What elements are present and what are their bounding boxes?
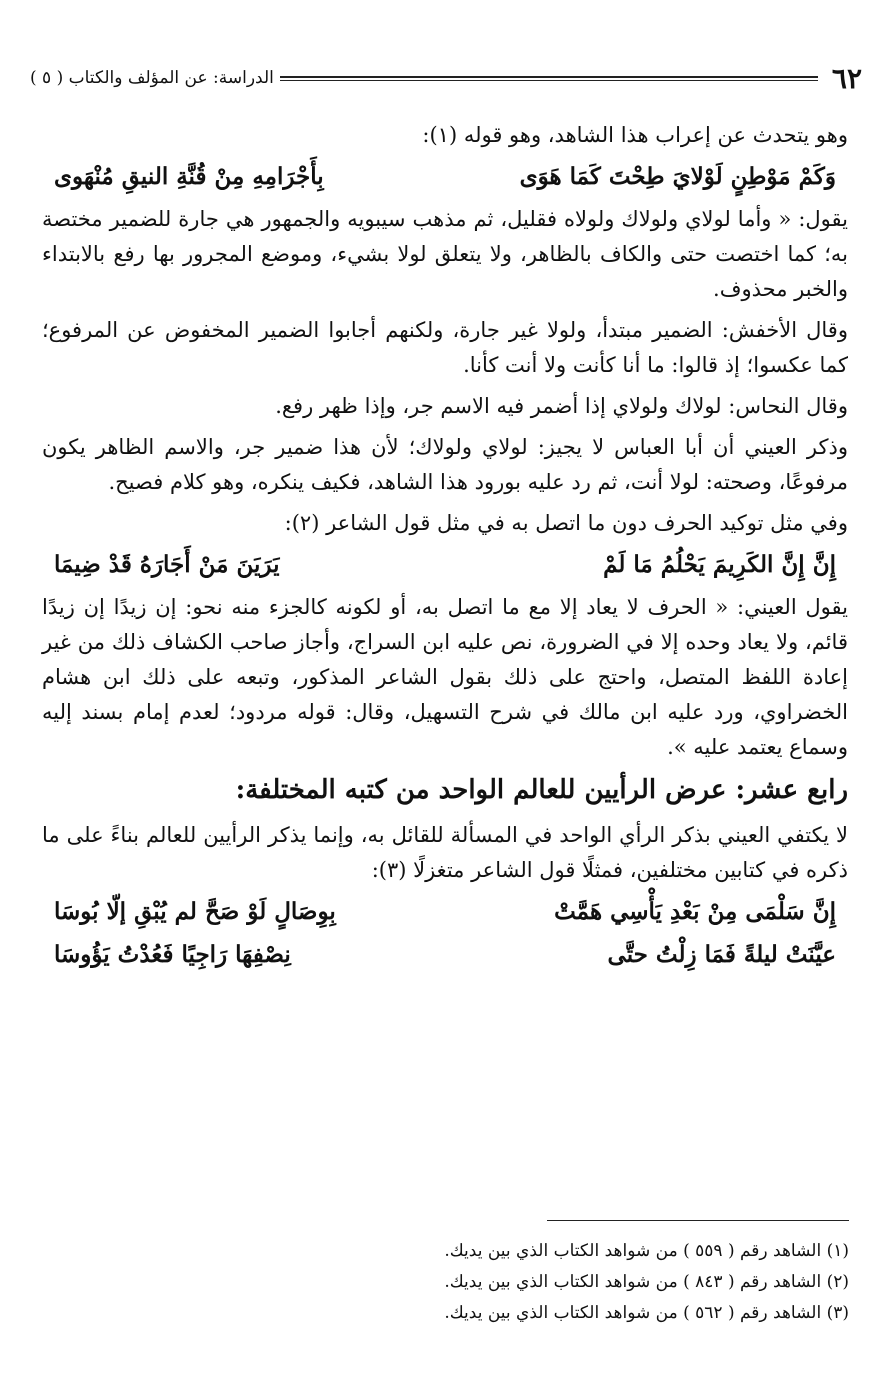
verse-line [42,937,848,972]
section-heading: رابع عشر: عرض الرأيين للعالم الواحد من كتبه المختلفة: [235,775,848,805]
verse-hemistich-right: إِنَّ سَلْمَى مِنْ بَعْدِ يَأْسِي هَمَّتْ [554,898,836,925]
header-rule [280,76,818,81]
verse-hemistich-right: وَكَمْ مَوْطِنٍ لَوْلايَ طِحْتَ كَمَا هَوَى [519,163,836,190]
paragraph: وقال النحاس: لولاك ولولاي إذا أضمر فيه الاسم جر، وإذا ظهر رفع. [275,394,848,418]
verse-hemistich-left: بِوِصَالٍ لَوْ صَحَّ لم يُبْقِ إلّا بُوسَا [54,898,336,925]
running-title: الدراسة: عن المؤلف والكتاب ( ٥ ) [30,68,274,88]
paragraph: وفي مثل توكيد الحرف دون ما اتصل به في مثل قول الشاعر (٢): [284,511,848,535]
paragraph: وهو يتحدث عن إعراب هذا الشاهد، وهو قوله (١): [422,123,848,147]
footnote: (١) الشاهد رقم ( ٥٥٩ ) من شواهد الكتاب الذي بين يديك. [444,1241,849,1261]
page-number: ٦٢ [831,61,862,95]
paragraph: لا يكتفي العيني بذكر الرأي الواحد في المسألة للقائل به، وإنما يذكر الرأيين للعالم بناءً على ما ذكره في كتابين مختلفين، فمثلًا قول الشاعر متغزلًا (٣): [42,823,848,882]
footnote: (٣) الشاهد رقم ( ٥٦٢ ) من شواهد الكتاب الذي بين يديك. [444,1303,849,1323]
paragraph: وقال الأخفش: الضمير مبتدأ، ولولا غير جارة، ولكنهم أجابوا الضمير المخفوض عن المرفوع؛ كما عكسوا؛ إذ قالوا: ما أنا كأنت ولا أنت كأنا. [42,318,848,377]
page-body [42,118,848,980]
paragraph: وذكر العيني أن أبا العباس لا يجيز: لولاي ولولاك؛ لأن هذا ضمير جر، والاسم الظاهر يكون مرفوعًا، وصحته: لولا أنت، ثم رد عليه بورود هذا الشاهد، فكيف ينكره، وهو كلام فصيح. [42,435,848,494]
page-header [30,62,862,94]
verse-hemistich-left: يَرَيَنَ مَنْ أَجَارَهُ قَدْ ضِيمَا [54,551,280,578]
footnote: (٢) الشاهد رقم ( ٨٤٣ ) من شواهد الكتاب الذي بين يديك. [444,1272,849,1292]
verse-line [42,894,848,929]
footnote-rule [547,1220,849,1221]
paragraph: يقول: « وأما لولاي ولولاك ولولاه فقليل، ثم مذهب سيبويه والجمهور هي جارة للضمير مختصة به؛ كما اختصت حتى والكاف بالظاهر، ولا يتعلق لولا بشيء، وموضع المجرور بها رفع بالابتداء والخبر محذوف. [42,207,848,301]
verse-line [42,159,848,194]
verse-hemistich-left: نِصْفِهَا رَاجِيًا فَعُدْتُ يَؤُوسَا [54,941,291,968]
verse-hemistich-left: بِأَجْرَامِهِ مِنْ قُنَّةِ النيقِ مُنْهَوى [54,163,324,190]
verse-hemistich-right: إِنَّ إِنَّ الكَرِيمَ يَحْلُمُ مَا لَمْ [603,551,836,578]
footnotes [43,1236,849,1329]
verse-line [42,547,848,582]
paragraph: يقول العيني: « الحرف لا يعاد إلا مع ما اتصل به، أو لكونه كالجزء منه نحو: إن زيدًا إن زيدًا قائم، ولا يعاد وحده إلا في الضرورة، نص عليه ابن السراج، وأجاز صاحب الكشاف ذلك من غير إعادة اللفظ المتصل، واحتج على ذلك بقول الشاعر المذكور، وتبعه على ذلك ابن هشام الخضراوي، ورد عليه ابن مالك في شرح التسهيل، وقال: قوله مردود؛ لعدم إمام بسند إليه وسماع يعتمد عليه ». [42,595,848,759]
verse-hemistich-right: عيَّنَتْ ليلةً فَمَا زِلْتُ حتَّى [607,941,836,968]
